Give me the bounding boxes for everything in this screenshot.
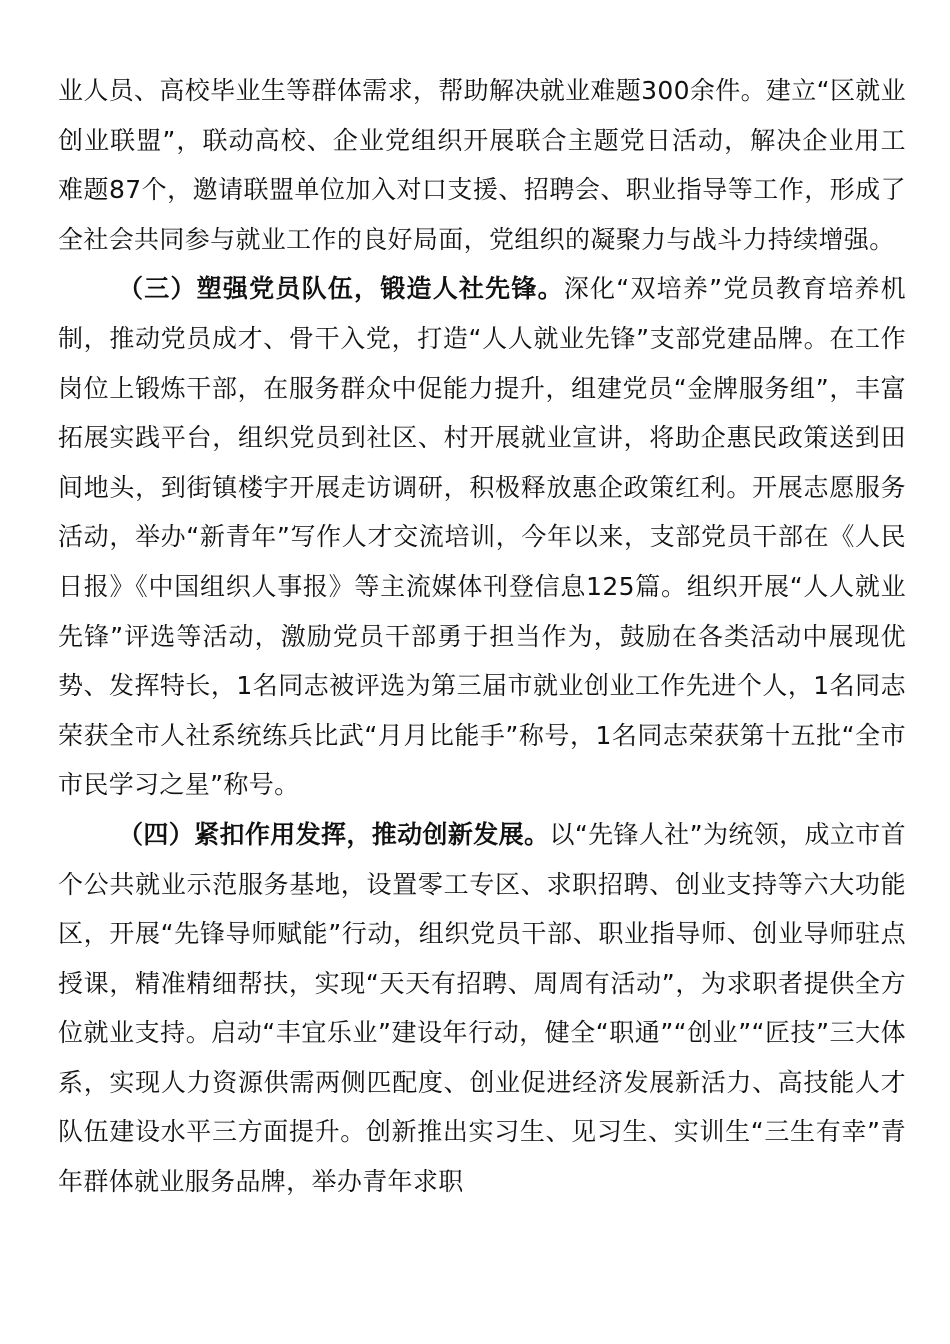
paragraph-continuation bbox=[58, 66, 906, 264]
document-page bbox=[58, 66, 906, 1207]
paragraph-text: 业人员、高校毕业生等群体需求，帮助解决就业难题300余件。建立“区就业创业联盟”，联动高校、企业党组织开展联合主题党日活动，解决企业用工难题87个，邀请联盟单位加入对口支援、招聘会、职业指导等工作，形成了全社会共同参与就业工作的良好局面，党组织的凝聚力与战斗力持续增强。 bbox=[58, 76, 906, 254]
paragraph-section-4 bbox=[58, 810, 906, 1207]
section-heading: （三）塑强党员队伍，锻造人社先锋。 bbox=[118, 274, 564, 304]
section-heading: （四）紧扣作用发挥，推动创新发展。 bbox=[118, 819, 550, 849]
paragraph-text: 深化“双培养”党员教育培养机制，推动党员成才、骨干入党，打造“人人就业先锋”支部党建品牌。在工作岗位上锻炼干部，在服务群众中促能力提升，组建党员“金牌服务组”，丰富拓展实践平台，组织党员到社区、村开展就业宣讲，将助企惠民政策送到田间地头，到街镇楼宇开展走访调研，积极释放惠企政策红利。开展志愿服务活动，举办“新青年”写作人才交流培训，今年以来，支部党员干部在《人民日报》《中国组织人事报》等主流媒体刊登信息125篇。组织开展“人人就业先锋”评选等活动，激励党员干部勇于担当作为，鼓励在各类活动中展现优势、发挥特长，1名同志被评选为第三届市就业创业工作先进个人，1名同志荣获全市人社系统练兵比武“月月比能手”称号，1名同志荣获第十五批“全市市民学习之星”称号。 bbox=[58, 274, 907, 800]
paragraph-section-3 bbox=[58, 264, 906, 810]
paragraph-text: 以“先锋人社”为统领，成立市首个公共就业示范服务基地，设置零工专区、求职招聘、创业支持等六大功能区，开展“先锋导师赋能”行动，组织党员干部、职业指导师、创业导师驻点授课，精准精细帮扶，实现“天天有招聘、周周有活动”，为求职者提供全方位就业支持。启动“丰宜乐业”建设年行动，健全“职通”“创业”“匠技”三大体系，实现人力资源供需两侧匹配度、创业促进经济发展新活力、高技能人才队伍建设水平三方面提升。创新推出实习生、见习生、实训生“三生有幸”青年群体就业服务品牌，举办青年求职 bbox=[58, 819, 907, 1197]
